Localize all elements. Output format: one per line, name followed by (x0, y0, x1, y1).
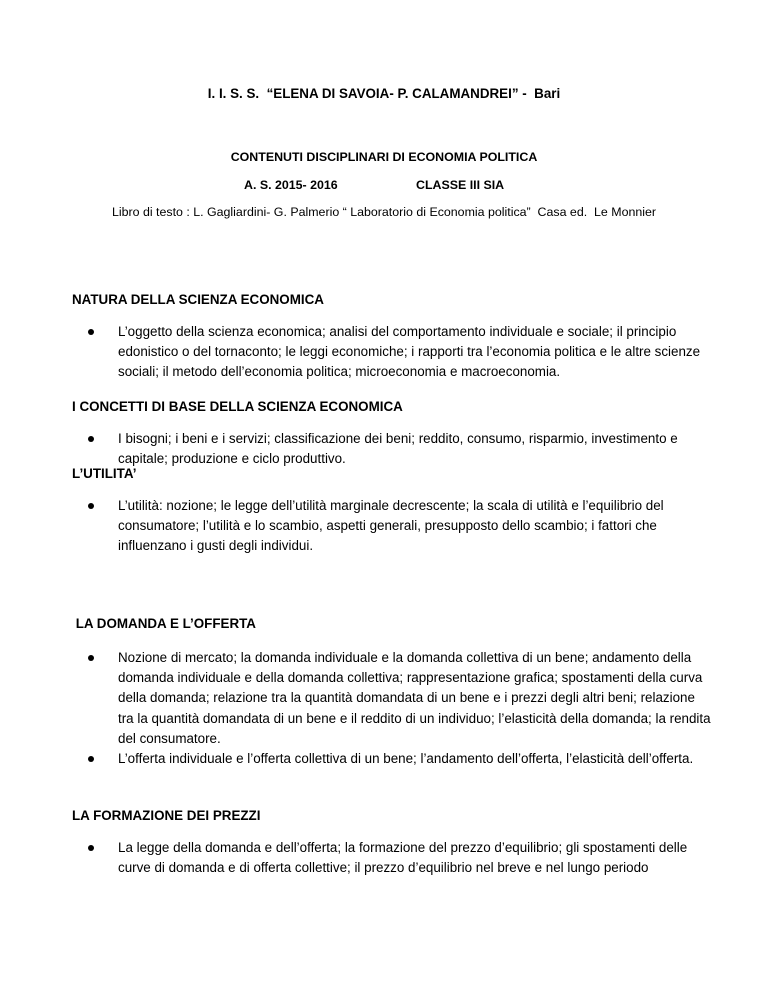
year-class-row (0, 178, 768, 196)
list-item-text: Nozione di mercato; la domanda individuale e la domanda collettiva di un bene; andamento della domanda individuale e della domanda collettiva; rappresentazione grafica; spostamenti della curva della domanda; relazione tra la quantità domandata di un bene e i prezzi degli altri beni; relazione tra la quantità domandata di un bene e il reddito di un individuo; l’elasticità della domanda; la rendita del consumatore. (118, 650, 711, 746)
contents-title: CONTENUTI DISCIPLINARI DI ECONOMIA POLITICA (230, 150, 538, 164)
section-domanda-offerta (72, 614, 712, 769)
section-natura (72, 290, 712, 383)
list-item-text: I bisogni; i beni e i servizi; classificazione dei beni; reddito, consumo, risparmio, investimento e capitale; produzione e ciclo produttivo. (118, 431, 678, 467)
bullet-icon (88, 329, 94, 335)
section-concetti (72, 397, 712, 469)
section-list (72, 496, 712, 557)
section-title: LA DOMANDA E L’OFFERTA (72, 616, 256, 631)
bullet-icon (88, 756, 94, 762)
section-title: NATURA DELLA SCIENZA ECONOMICA (72, 292, 324, 307)
school-name: I. I. S. S. “ELENA DI SAVOIA- P. CALAMANDREI” - Bari (207, 86, 561, 101)
list-item (72, 838, 712, 878)
section-title: I CONCETTI DI BASE DELLA SCIENZA ECONOMICA (72, 399, 403, 414)
section-list (72, 838, 712, 878)
section-list (72, 648, 712, 769)
list-item (72, 496, 712, 557)
school-year: A. S. 2015- 2016 (244, 178, 338, 192)
section-utilita (72, 464, 712, 557)
textbook-line: Libro di testo : L. Gagliardini- G. Palmerio “ Laboratorio di Economia politica” Casa ed. Le Monnier (111, 205, 657, 219)
list-item-text: La legge della domanda e dell’offerta; la formazione del prezzo d’equilibrio; gli spostamenti delle curve di domanda e di offerta collettive; il prezzo d’equilibrio nel breve e nel lungo periodo (118, 840, 688, 876)
list-item-text: L’oggetto della scienza economica; analisi del comportamento individuale e sociale; il principio edonistico o del tornaconto; le leggi economiche; i rapporti tra l’economia politica e le altre scienze sociali; il metodo dell’economia politica; microeconomia e macroeconomia. (118, 324, 701, 380)
bullet-icon (88, 436, 94, 442)
bullet-icon (88, 845, 94, 851)
section-title: LA FORMAZIONE DEI PREZZI (72, 808, 261, 823)
list-item-text: L’utilità: nozione; le legge dell’utilità marginale decrescente; la scala di utilità e l’equilibrio del consumatore; l’utilità e lo scambio, aspetti generali, presupposto dello scambio; i fattori che influenzano i gusti degli individui. (118, 498, 664, 554)
section-prezzi (72, 806, 712, 878)
list-item (72, 322, 712, 383)
bullet-icon (88, 655, 94, 661)
class-label: CLASSE III SIA (416, 178, 505, 192)
section-title: L’UTILITA’ (72, 466, 137, 481)
list-item-text: L’offerta individuale e l’offerta collettiva di un bene; l’andamento dell’offerta, l’elasticità dell’offerta. (118, 751, 694, 767)
list-item (72, 749, 712, 769)
section-list (72, 322, 712, 383)
list-item (72, 648, 712, 749)
bullet-icon (88, 503, 94, 509)
